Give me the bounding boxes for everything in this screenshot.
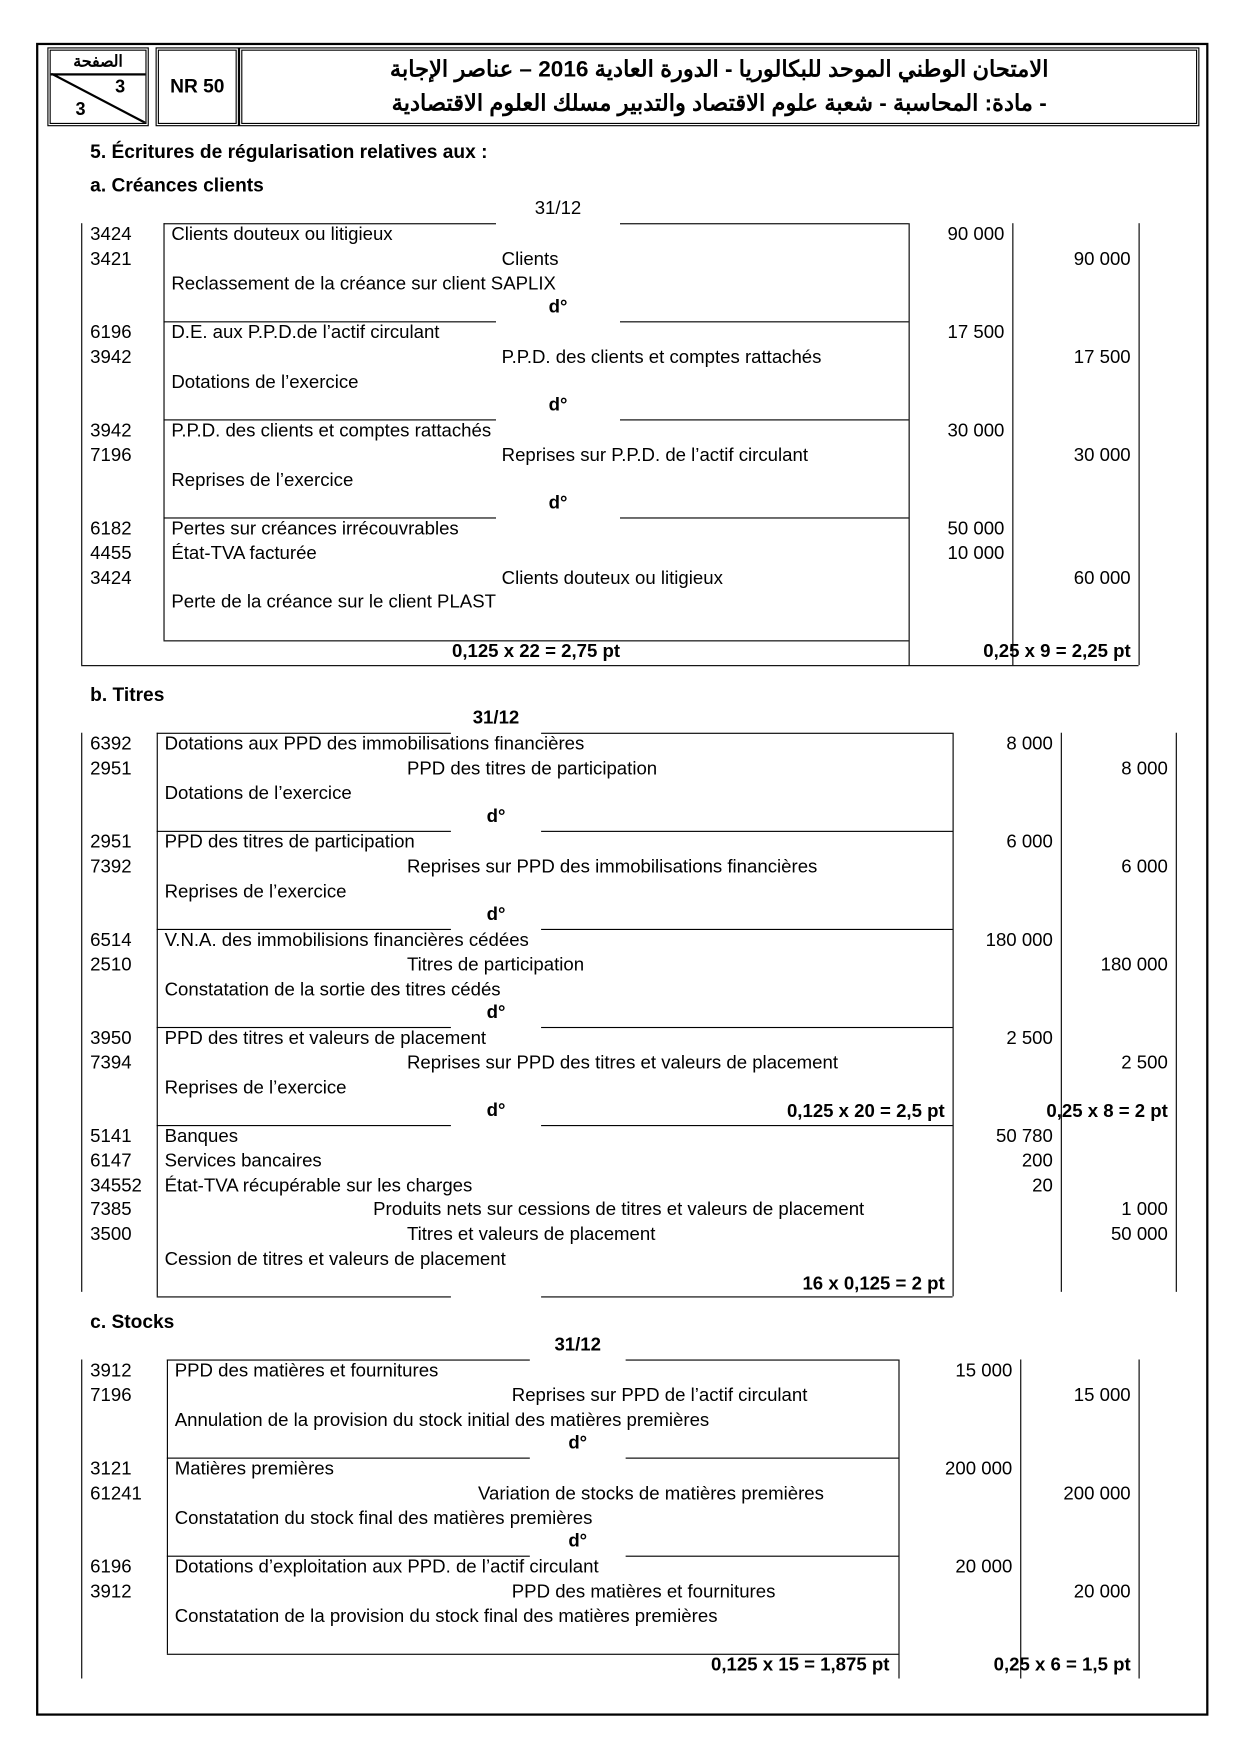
credit-account-label: Reprises sur PPD des immobilisations financières [406, 856, 818, 877]
label-column-border [157, 733, 158, 1297]
account-number: 2951 [90, 758, 132, 779]
entry-date: 31/12 [534, 198, 582, 219]
entry-description: Constatation de la sortie des titres cédés [164, 979, 501, 1000]
entry-description: Dotations de l’exercice [164, 782, 352, 804]
account-number: 7385 [90, 1199, 132, 1220]
account-number: 7394 [90, 1052, 132, 1073]
title-line-2: - مادة: المحاسبة - شعبة علوم الاقتصاد والتدبير مسلك العلوم الاقتصادية [391, 91, 1047, 117]
debit-amount: 200 [1021, 1150, 1053, 1171]
account-number: 3942 [90, 420, 132, 441]
page-current: 3 [115, 77, 126, 97]
ditto-mark: d° [486, 904, 506, 925]
debit-account-label: PPD des matières et fournitures [174, 1360, 439, 1381]
credit-account-label: Titres de participation [406, 954, 585, 975]
credit-column-border [1012, 223, 1013, 664]
debit-amount: 180 000 [985, 929, 1053, 951]
account-number: 6514 [90, 929, 132, 951]
credit-amount: 2 500 [1121, 1052, 1168, 1073]
account-number: 3950 [90, 1028, 132, 1049]
account-number: 4455 [90, 543, 132, 564]
entry-description: Reclassement de la créance sur client SAPLIX [171, 273, 556, 294]
account-number: 2951 [90, 831, 132, 853]
account-number: 6196 [90, 1556, 132, 1578]
entry-description: Perte de la créance sur le client PLAST [171, 592, 496, 613]
main-heading: 5. Écritures de régularisation relatives aux : [90, 140, 488, 163]
credit-amount: 15 000 [1073, 1385, 1131, 1406]
entry-separator-line [541, 929, 952, 930]
entry-description: Constatation du stock final des matières premières [174, 1507, 593, 1529]
credit-points: 0,25 x 9 = 2,25 pt [983, 641, 1131, 662]
exam-code: NR 50 [170, 75, 225, 97]
debit-account-label: Pertes sur créances irrécouvrables [171, 518, 459, 539]
account-number: 34552 [90, 1175, 142, 1196]
entry-separator-line [541, 1027, 952, 1028]
credit-amount: 30 000 [1073, 444, 1131, 466]
account-number: 7196 [90, 1385, 132, 1406]
credit-column-border [1061, 733, 1062, 1292]
debit-account-label: V.N.A. des immobilisions financières cédées [164, 929, 529, 951]
code-box [156, 47, 239, 126]
account-number: 6147 [90, 1150, 132, 1171]
debit-amount: 90 000 [947, 224, 1005, 245]
journal-left-border [81, 223, 82, 664]
section-title: c. Stocks [90, 1311, 175, 1333]
debit-amount: 8 000 [1006, 733, 1053, 755]
credit-account-label: Reprises sur PPD de l’actif circulant [511, 1385, 808, 1406]
debit-points: 16 x 0,125 = 2 pt [802, 1273, 945, 1294]
title-line-1: الامتحان الوطني الموحد للبكالوريا - الدورة العادية 2016 – عناصر الإجابة [389, 57, 1049, 83]
credit-account-label: Produits nets sur cessions de titres et valeurs de placement [373, 1199, 865, 1220]
journal-right-border [1139, 1359, 1140, 1678]
debit-account-label: Dotations d’exploitation aux PPD. de l’actif circulant [174, 1556, 599, 1578]
account-number: 3500 [90, 1224, 132, 1245]
account-number: 5141 [90, 1126, 132, 1147]
journal-left-border [81, 733, 82, 1292]
credit-amount: 6 000 [1121, 856, 1168, 877]
debit-account-label: PPD des titres de participation [164, 831, 415, 853]
entry-separator-line [157, 1297, 451, 1298]
debit-column-border [953, 733, 954, 1297]
debit-amount: 6 000 [1006, 831, 1053, 853]
account-number: 3912 [90, 1360, 132, 1381]
entry-separator-line [620, 419, 909, 420]
entry-date: 31/12 [554, 1334, 601, 1356]
diagonal-divider-icon [51, 73, 146, 123]
entry-description: Reprises de l’exercice [171, 469, 354, 490]
credit-account-label: PPD des matières et fournitures [511, 1581, 776, 1602]
ditto-mark: d° [486, 1100, 506, 1121]
debit-amount: 200 000 [945, 1458, 1013, 1479]
section-title: b. Titres [90, 684, 165, 706]
account-number: 3121 [90, 1458, 132, 1479]
credit-amount: 90 000 [1073, 248, 1131, 270]
credit-amount: 60 000 [1073, 567, 1131, 588]
credit-points: 0,25 x 8 = 2 pt [1046, 1101, 1168, 1122]
debit-amount: 2 500 [1006, 1028, 1053, 1049]
journal-left-border [81, 1359, 82, 1678]
debit-account-label: Services bancaires [164, 1150, 322, 1171]
debit-amount: 50 000 [947, 518, 1005, 539]
entry-description: Cession de titres et valeurs de placement [164, 1248, 506, 1270]
credit-amount: 180 000 [1100, 954, 1168, 975]
page-number-box [47, 47, 148, 126]
title-box [239, 47, 1199, 126]
debit-account-label: D.E. aux P.P.D.de l’actif circulant [171, 322, 440, 343]
account-number: 6196 [90, 322, 132, 343]
credit-account-label: Clients douteux ou litigieux [501, 567, 723, 588]
ditto-mark: d° [568, 1433, 588, 1454]
ditto-mark: d° [548, 492, 568, 514]
entry-description: Constatation de la provision du stock final des matières premières [174, 1605, 718, 1627]
debit-account-label: Clients douteux ou litigieux [171, 224, 393, 245]
debit-amount: 17 500 [947, 322, 1005, 343]
page-label: الصفحة [51, 51, 146, 76]
credit-account-label: Reprises sur P.P.D. de l’actif circulant [501, 444, 808, 466]
credit-amount: 17 500 [1073, 346, 1131, 368]
account-number: 2510 [90, 954, 132, 975]
account-number: 7196 [90, 444, 132, 466]
credit-column-border [1020, 1359, 1021, 1678]
credit-amount: 20 000 [1073, 1581, 1131, 1602]
label-column-border [163, 223, 164, 640]
entry-description: Annulation de la provision du stock initial des matières premières [174, 1409, 710, 1430]
credit-account-label: Variation de stocks de matières premières [477, 1483, 824, 1504]
entry-separator-line [626, 1556, 899, 1557]
label-column-border [167, 1359, 168, 1653]
entry-description: Dotations de l’exercice [171, 371, 359, 392]
ditto-mark: d° [486, 1002, 506, 1023]
debit-points: 0,125 x 20 = 2,5 pt [786, 1101, 945, 1122]
credit-account-label: PPD des titres de participation [406, 758, 658, 779]
entry-separator-line [626, 1359, 899, 1360]
entry-separator-line [541, 1125, 952, 1126]
entry-separator-line [541, 831, 952, 832]
debit-account-label: P.P.D. des clients et comptes rattachés [171, 420, 492, 441]
debit-amount: 30 000 [947, 420, 1005, 441]
ditto-mark: d° [548, 394, 568, 416]
account-number: 7392 [90, 856, 132, 877]
debit-account-label: Dotations aux PPD des immobilisations financières [164, 733, 585, 755]
debit-amount: 20 000 [955, 1556, 1013, 1578]
ditto-mark: d° [568, 1531, 588, 1552]
credit-amount: 50 000 [1110, 1224, 1168, 1245]
credit-account-label: Clients [501, 248, 559, 270]
debit-account-label: État-TVA récupérable sur les charges [164, 1175, 473, 1196]
debit-account-label: Banques [164, 1126, 239, 1147]
entry-separator-line [626, 1458, 899, 1459]
account-number: 6392 [90, 733, 132, 755]
credit-account-label: Titres et valeurs de placement [406, 1224, 656, 1245]
entry-separator-line [620, 223, 909, 224]
entry-separator-line [620, 517, 909, 518]
credit-amount: 8 000 [1121, 758, 1168, 779]
debit-points: 0,125 x 15 = 1,875 pt [711, 1654, 890, 1676]
entry-separator-line [541, 1297, 952, 1298]
journal-right-border [1176, 733, 1177, 1292]
credit-points: 0,25 x 6 = 1,5 pt [993, 1654, 1131, 1676]
debit-amount: 20 [1032, 1175, 1053, 1196]
entry-separator-line [620, 321, 909, 322]
credit-amount: 1 000 [1121, 1199, 1168, 1220]
account-number: 3912 [90, 1581, 132, 1602]
entry-description: Reprises de l’exercice [164, 1077, 347, 1098]
journal-bottom-border [81, 665, 1138, 666]
account-number: 3421 [90, 248, 132, 270]
account-number: 3424 [90, 567, 132, 588]
page-total: 3 [75, 100, 86, 120]
ditto-mark: d° [548, 296, 568, 318]
debit-account-label: PPD des titres et valeurs de placement [164, 1028, 487, 1049]
debit-column-border [898, 1359, 899, 1678]
credit-amount: 200 000 [1063, 1483, 1131, 1504]
journal-right-border [1139, 223, 1140, 664]
debit-points: 0,125 x 22 = 2,75 pt [451, 641, 621, 662]
debit-amount: 10 000 [947, 543, 1005, 564]
credit-account-label: P.P.D. des clients et comptes rattachés [501, 346, 822, 368]
debit-column-border [909, 223, 910, 664]
entry-separator-line [541, 733, 952, 734]
entry-date: 31/12 [472, 708, 520, 729]
section-title: a. Créances clients [90, 174, 264, 197]
credit-account-label: Reprises sur PPD des titres et valeurs de placement [406, 1052, 839, 1073]
debit-account-label: État-TVA facturée [171, 543, 317, 564]
debit-amount: 15 000 [955, 1360, 1013, 1381]
account-number: 3942 [90, 346, 132, 368]
ditto-mark: d° [486, 806, 506, 827]
account-number: 6182 [90, 518, 132, 539]
debit-amount: 50 780 [995, 1126, 1053, 1147]
debit-account-label: Matières premières [174, 1458, 334, 1479]
entry-description: Reprises de l’exercice [164, 880, 347, 902]
account-number: 61241 [90, 1483, 142, 1504]
account-number: 3424 [90, 224, 132, 245]
